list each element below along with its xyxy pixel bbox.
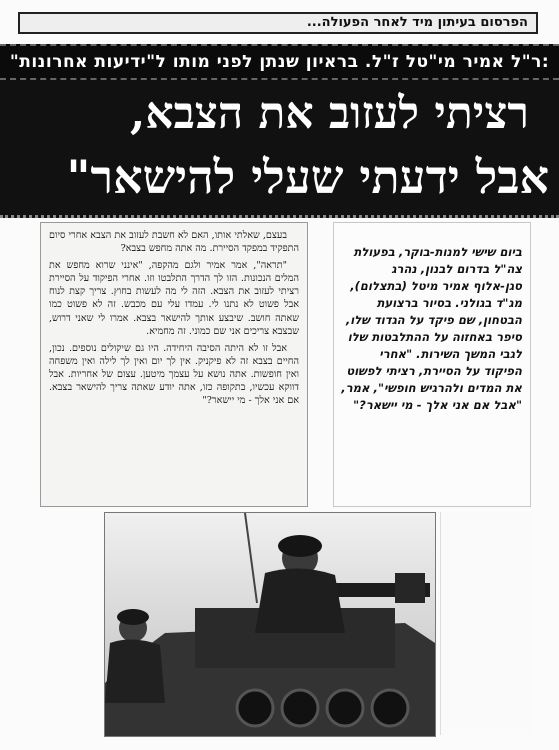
headline-block	[0, 80, 559, 218]
blank-margin	[440, 512, 531, 735]
kicker-banner: :ר"ל אמיר מי"טל ז"ל. בראיון שנתן לפני מותו ל"ידיעות אחרונות"	[0, 44, 559, 80]
article-paragraph: בעצם, שאלתי אותו, האם לא חשבת לעזוב את הצבא אחרי סיום התפקיד במפקד הסיירת. מה אתה מחפש בצבא?	[49, 230, 299, 255]
photo-illustration	[105, 513, 435, 736]
headline-line-2: אבל ידעתי שעלי להישאר"	[66, 150, 549, 204]
article-body	[40, 222, 308, 507]
source-note: הפרסום בעיתון מיד לאחר הפעולה...	[18, 12, 538, 34]
article-paragraph: "תראה", אמר אמיר ולגם מהקפה, "אינני שרוא מחפש את המלים הנכונות. הזו לך הדרך התלבטו וזו. אחרי הפיקוד על הסיירת רציתי לעזוב את הצבא. הזה לי מה לעשות בחוץ. צריך קצת לנוח אבל פשוט לא נתנו לי. עמדו עלי עם מכבש. זה לא פשוט כמו שאתה חושב. שיבצע אותך להישאר בצבא. אמרו לי שאני דרוש, שבצבא צריכים אני שם כמוני. זה מחמיא.	[49, 260, 299, 337]
lead-text: ביום שישי למנות-בוקר, בפעולת צה"ל בדרום לבנון, נהרג סגן-אלוף אמיר מיטל (בתצלום), מג"ד בגולני. בסיור ברצועת הבטחון, שם פיקד על הגדוד שלו, סיפר באחזוה על ההתלבטות שלו לגבי המשך השירות. "אחרי הפיקוד על הסיירת, רציתי לפשוט את המדים ולהרגיש חופשי", אמר, "אבל אם אני אלך - מי יישאר?"	[341, 245, 522, 412]
soldiers-photo	[104, 512, 436, 737]
headline-line-1: רציתי לעזוב את הצבא,	[130, 88, 529, 139]
article-paragraph: אבל זו לא היתה הסיבה היחידה. היו גם שיקולים נוספים. נכון, החיים בצבא זה לא פיקניק. אין לך יום ואין לך לילה ואין משפחה ואין חופשות. אתה נושא על עצמך מיטען. עצום של אחריות. אבל דווקא עכשיו, בתקופה כזו, אתה יודע שאתה צריך להישאר בצבא. אם אני אלך - מי יישאר?"	[49, 342, 299, 407]
